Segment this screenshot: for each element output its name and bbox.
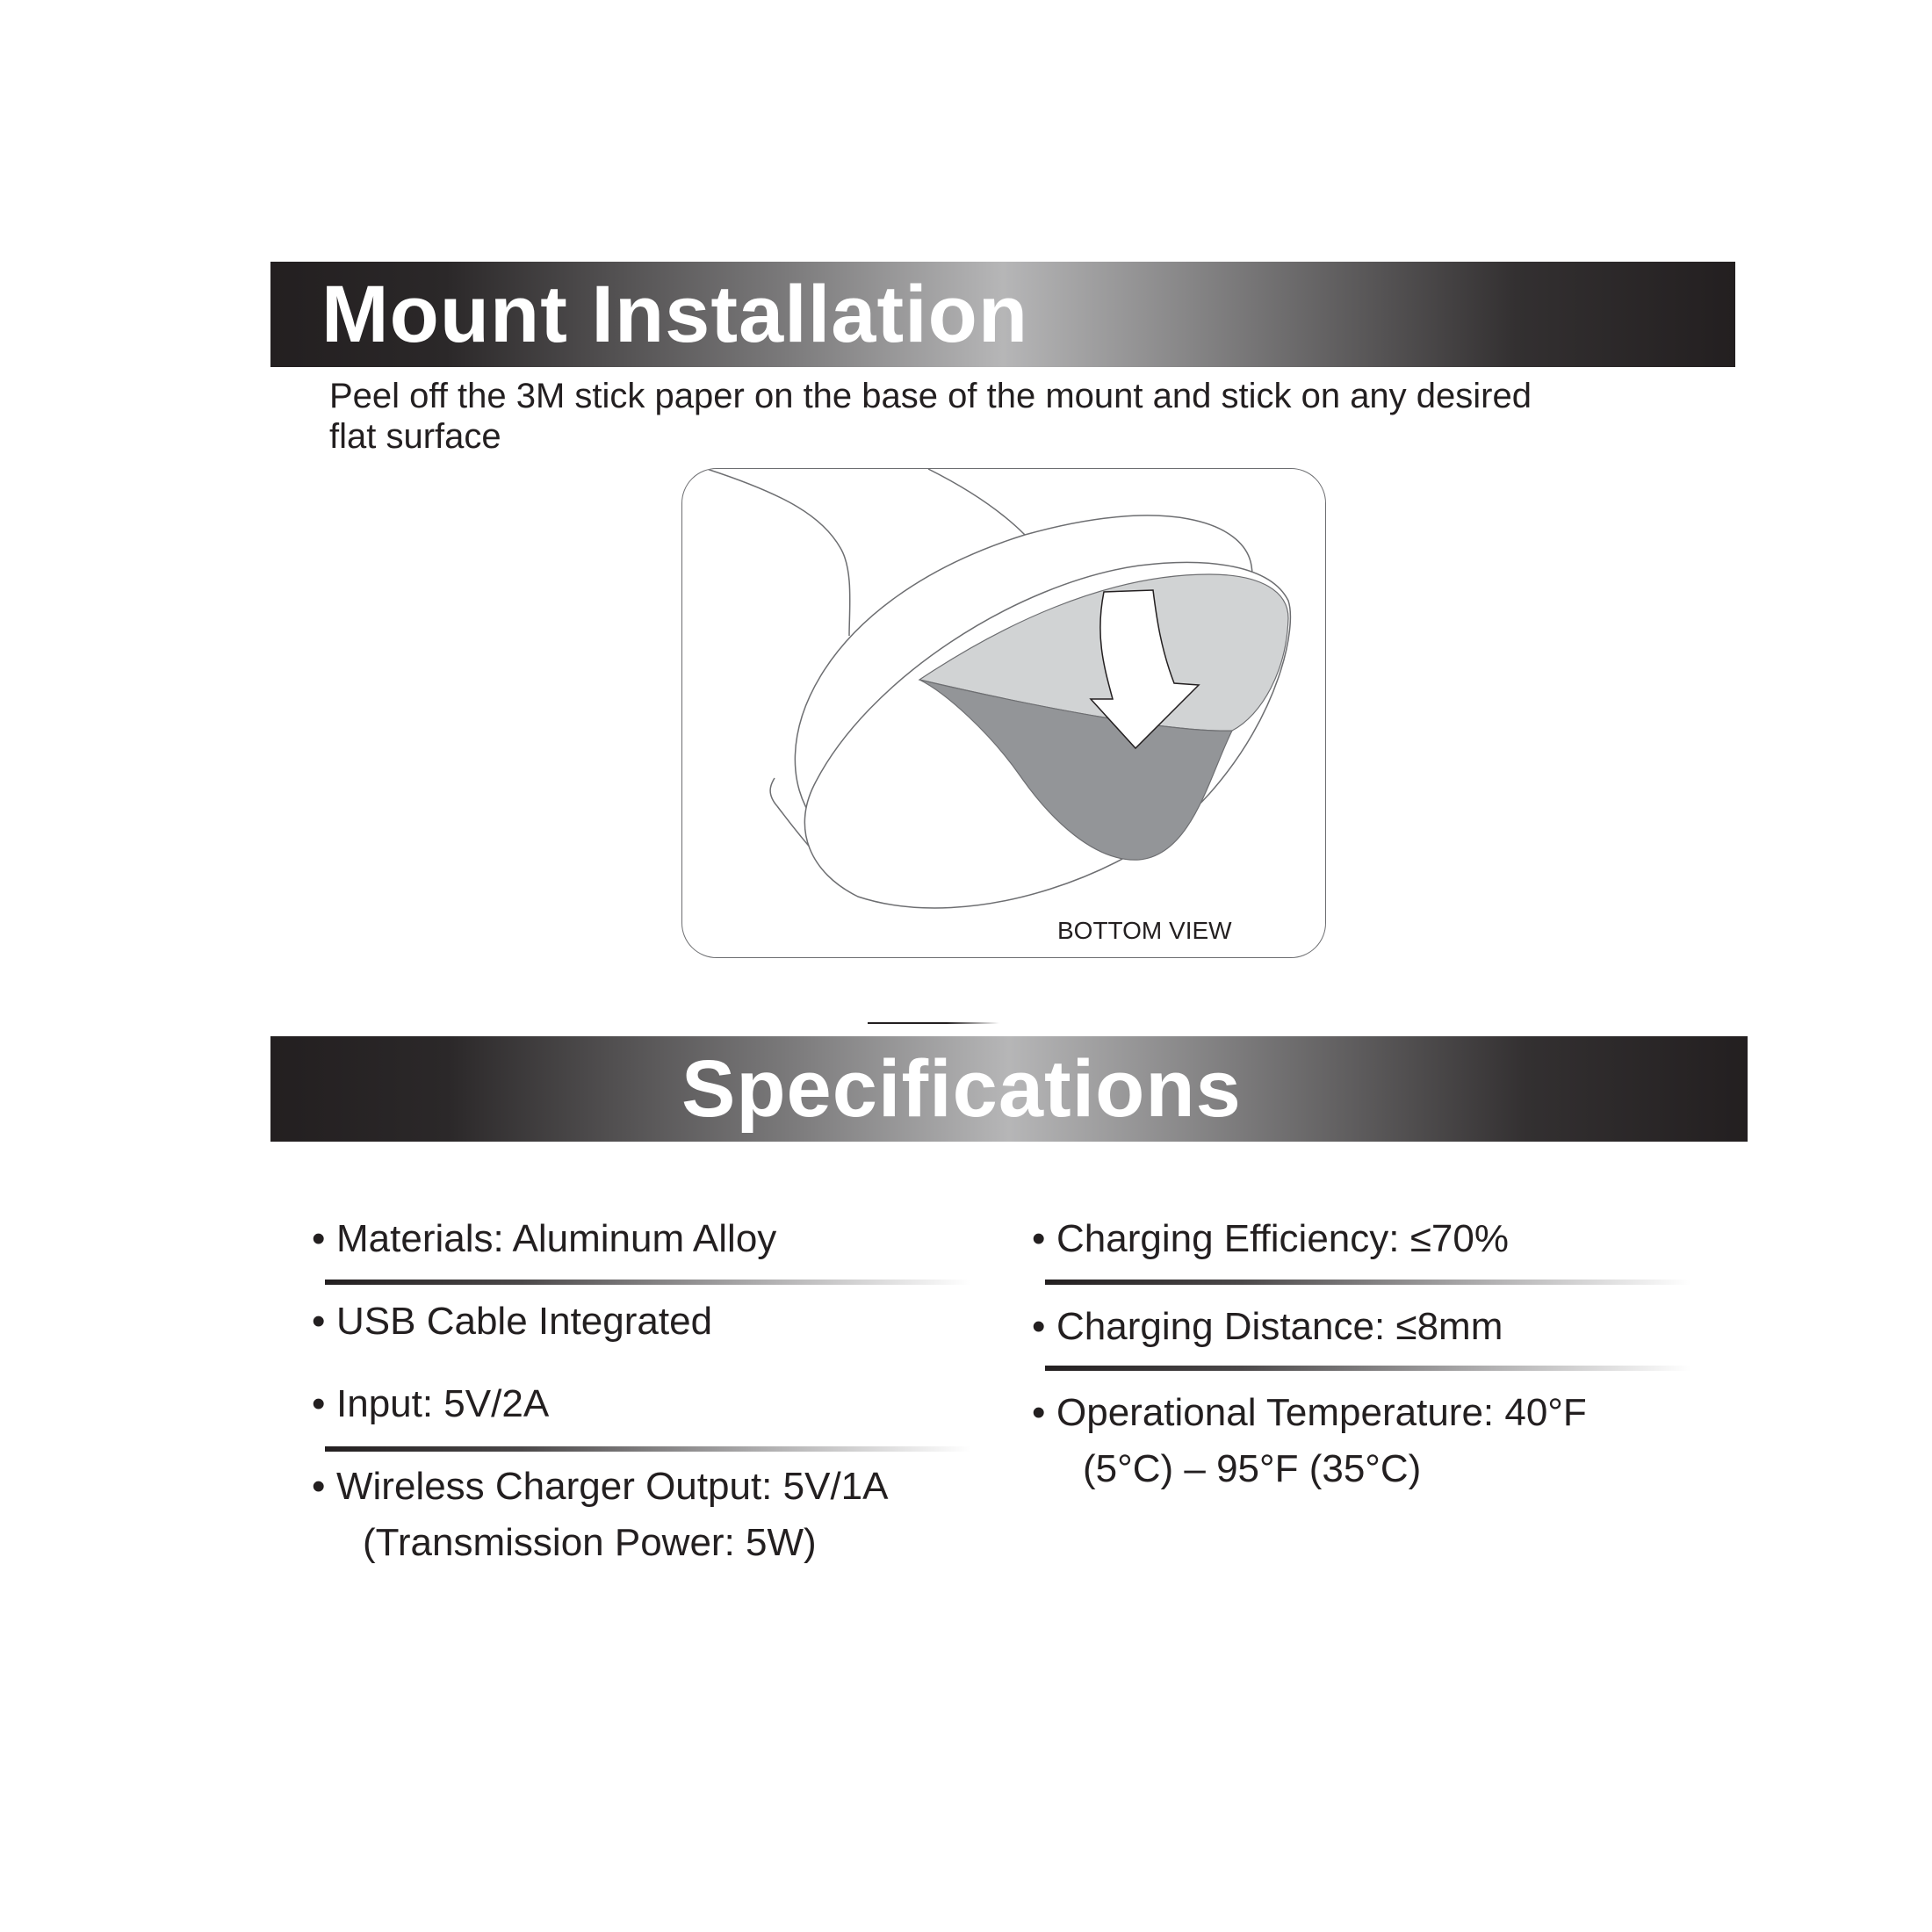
specifications-title: Specifications	[681, 1044, 1242, 1134]
mount-drawing	[682, 469, 1326, 958]
spec-text: Operational Temperature: 40°F	[1056, 1391, 1587, 1434]
spec-text-continued: (Transmission Power: 5W)	[363, 1521, 817, 1564]
spec-item-wireless-output	[312, 1464, 888, 1566]
mount-installation-banner	[270, 262, 1735, 367]
decorative-divider	[868, 1022, 999, 1024]
spec-divider	[1045, 1366, 1690, 1371]
bullet: •	[1032, 1305, 1046, 1348]
spec-divider	[325, 1280, 970, 1285]
spec-text: Charging Distance: ≤8mm	[1056, 1305, 1503, 1348]
spec-text: Wireless Charger Output: 5V/1A	[336, 1465, 889, 1508]
mount-instruction-text: Peel off the 3M stick paper on the base of the mount and stick on any desired flat surface	[329, 377, 1532, 456]
bullet: •	[312, 1382, 326, 1425]
spec-item-charging-efficiency	[1032, 1216, 1509, 1262]
spec-text-continued: (5°C) – 95°F (35°C)	[1083, 1447, 1422, 1490]
mount-stem-outline-right	[928, 469, 1025, 535]
mount-disk-edge	[770, 778, 777, 806]
spec-item-operational-temperature	[1032, 1390, 1587, 1492]
figure-caption: BOTTOM VIEW	[1057, 917, 1232, 944]
specifications-banner	[270, 1036, 1748, 1142]
spec-text: Charging Efficiency: ≤70%	[1056, 1217, 1509, 1260]
mount-bottom-view-illustration	[681, 468, 1326, 958]
mount-installation-title: Mount Installation	[321, 270, 1029, 359]
spec-item-materials	[312, 1216, 776, 1262]
bullet: •	[312, 1300, 326, 1343]
spec-divider	[1045, 1280, 1690, 1285]
spec-item-usb-cable	[312, 1299, 712, 1344]
spec-divider	[325, 1446, 970, 1452]
spec-item-charging-distance	[1032, 1304, 1503, 1350]
mount-stem-outline	[707, 469, 850, 636]
bullet: •	[1032, 1217, 1046, 1260]
spec-text: Input: 5V/2A	[336, 1382, 550, 1425]
bullet: •	[312, 1465, 326, 1508]
spec-text: Materials: Aluminum Alloy	[336, 1217, 777, 1260]
spec-item-input	[312, 1381, 549, 1427]
bullet: •	[1032, 1391, 1046, 1434]
spec-text: USB Cable Integrated	[336, 1300, 713, 1343]
bullet: •	[312, 1217, 326, 1260]
